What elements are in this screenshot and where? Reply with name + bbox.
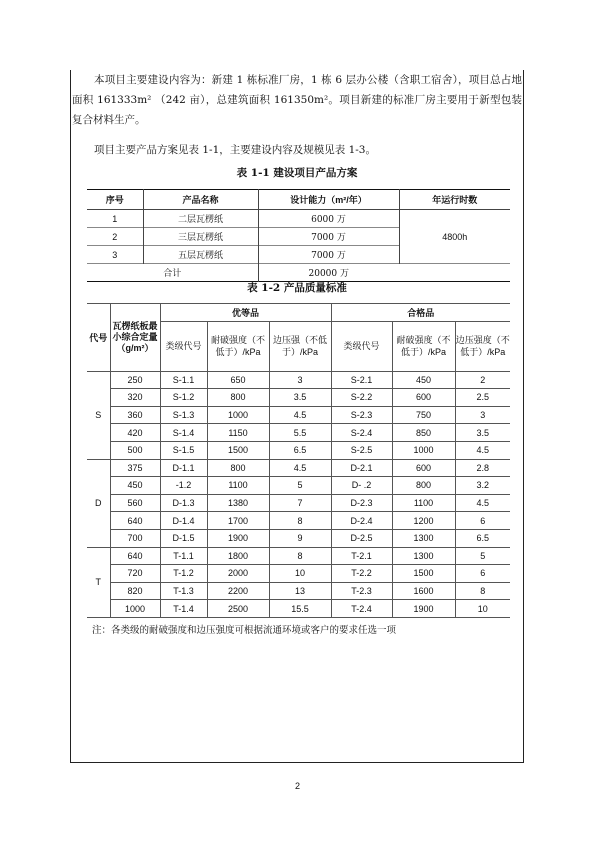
- cell-edge-sup: 3: [269, 371, 331, 389]
- cell-burst-sup: 2000: [207, 565, 269, 583]
- table2-caption: 表 1-2 产品质量标准: [247, 282, 347, 294]
- cell-weight: 250: [110, 371, 160, 389]
- cell-burst-q: 850: [392, 424, 455, 442]
- cell-weight: 360: [110, 406, 160, 424]
- cell-grade-sup: D-1.5: [160, 529, 207, 547]
- header-burst: 耐破强度（不低于）/kPa: [392, 321, 455, 371]
- quality-standard-table: [87, 303, 510, 618]
- cell-capacity: 6000 万: [258, 210, 399, 228]
- header-grade: 类级代号: [331, 321, 392, 371]
- table-total-row: [87, 264, 510, 282]
- cell-edge-q: 4.5: [455, 441, 510, 459]
- cell-edge-q: 8: [455, 582, 510, 600]
- cell-grade-q: S-2.5: [331, 441, 392, 459]
- cell-burst-q: 450: [392, 371, 455, 389]
- cell-burst-sup: 650: [207, 371, 269, 389]
- cell-burst-q: 1000: [392, 441, 455, 459]
- cell-burst-q: 600: [392, 459, 455, 477]
- product-plan-table: [87, 189, 510, 282]
- table-row: [87, 459, 510, 477]
- cell-grade-sup: T-1.1: [160, 547, 207, 565]
- table-row: [87, 529, 510, 547]
- cell-weight: 700: [110, 529, 160, 547]
- cell-edge-q: 10: [455, 600, 510, 618]
- cell-code: T: [87, 547, 110, 617]
- cell-edge-sup: 7: [269, 494, 331, 512]
- header-hours: 年运行时数: [399, 190, 510, 210]
- table-row: [87, 565, 510, 583]
- table-row: [87, 210, 510, 228]
- cell-weight: 420: [110, 424, 160, 442]
- cell-burst-sup: 1380: [207, 494, 269, 512]
- cell-grade-sup: -1.2: [160, 477, 207, 495]
- cell-code: D: [87, 459, 110, 547]
- table-row: [87, 406, 510, 424]
- cell-burst-sup: 1100: [207, 477, 269, 495]
- cell-grade-q: T-2.4: [331, 600, 392, 618]
- table1-caption: 表 1-1 建设项目产品方案: [236, 167, 358, 179]
- header-weight: 瓦楞纸板最小综合定量（g/m²）: [110, 304, 160, 372]
- cell-edge-q: 2.5: [455, 389, 510, 407]
- table-row: [87, 477, 510, 495]
- cell-grade-q: D-2.1: [331, 459, 392, 477]
- header-edge: 边压强（不低于）/kPa: [269, 321, 331, 371]
- cell-burst-q: 1200: [392, 512, 455, 530]
- total-label: 合计: [87, 264, 258, 282]
- cell-capacity: 7000 万: [258, 246, 399, 264]
- cell-grade-sup: D-1.1: [160, 459, 207, 477]
- cell-weight: 450: [110, 477, 160, 495]
- cell-weight: 375: [110, 459, 160, 477]
- header-edge: 边压强度（不低于）/kPa: [455, 321, 510, 371]
- cell-weight: 500: [110, 441, 160, 459]
- table-row: [87, 389, 510, 407]
- cell-grade-sup: T-1.3: [160, 582, 207, 600]
- cell-burst-sup: 1150: [207, 424, 269, 442]
- header-superior: 优等品: [160, 304, 331, 322]
- cell-grade-sup: S-1.4: [160, 424, 207, 442]
- cell-edge-q: 2: [455, 371, 510, 389]
- cell-burst-q: 1500: [392, 565, 455, 583]
- cell-edge-q: 6: [455, 512, 510, 530]
- cell-weight: 820: [110, 582, 160, 600]
- cell-burst-sup: 800: [207, 389, 269, 407]
- cell-capacity: 7000 万: [258, 228, 399, 246]
- cell-grade-q: T-2.1: [331, 547, 392, 565]
- cell-grade-sup: D-1.3: [160, 494, 207, 512]
- cell-weight: 320: [110, 389, 160, 407]
- cell-burst-sup: 1500: [207, 441, 269, 459]
- cell-weight: 640: [110, 512, 160, 530]
- cell-edge-sup: 5: [269, 477, 331, 495]
- cell-grade-q: T-2.2: [331, 565, 392, 583]
- table-row: [87, 512, 510, 530]
- cell-edge-q: 6.5: [455, 529, 510, 547]
- cell-grade-sup: S-1.3: [160, 406, 207, 424]
- header-capacity: 设计能力（m²/年）: [258, 190, 399, 210]
- table-header-row: [87, 304, 510, 322]
- table-row: [87, 371, 510, 389]
- table-row: [87, 600, 510, 618]
- cell-burst-sup: 800: [207, 459, 269, 477]
- cell-grade-sup: T-1.4: [160, 600, 207, 618]
- cell-edge-sup: 4.5: [269, 459, 331, 477]
- cell-edge-sup: 8: [269, 512, 331, 530]
- cell-burst-q: 1300: [392, 547, 455, 565]
- cell-burst-sup: 1700: [207, 512, 269, 530]
- header-qualified: 合格品: [331, 304, 510, 322]
- table-row: [87, 441, 510, 459]
- cell-no: 2: [87, 228, 143, 246]
- cell-burst-sup: 1900: [207, 529, 269, 547]
- cell-code: S: [87, 371, 110, 459]
- cell-edge-q: 5: [455, 547, 510, 565]
- cell-grade-q: D-2.4: [331, 512, 392, 530]
- header-no: 序号: [87, 190, 143, 210]
- cell-no: 3: [87, 246, 143, 264]
- cell-grade-q: T-2.3: [331, 582, 392, 600]
- table-row: [87, 547, 510, 565]
- cell-grade-sup: D-1.4: [160, 512, 207, 530]
- table-note: 注：各类级的耐破强度和边压强度可根据流通环境或客户的要求任选一项: [92, 625, 397, 636]
- header-product: 产品名称: [143, 190, 258, 210]
- cell-grade-sup: S-1.1: [160, 371, 207, 389]
- table-row: [87, 424, 510, 442]
- cell-grade-q: D- .2: [331, 477, 392, 495]
- cell-grade-q: D-2.5: [331, 529, 392, 547]
- cell-edge-sup: 5.5: [269, 424, 331, 442]
- cell-edge-q: 3: [455, 406, 510, 424]
- cell-hours: 4800h: [399, 210, 510, 264]
- cell-edge-sup: 3.5: [269, 389, 331, 407]
- cell-edge-q: 6: [455, 565, 510, 583]
- cell-edge-sup: 8: [269, 547, 331, 565]
- cell-grade-q: S-2.2: [331, 389, 392, 407]
- cell-burst-sup: 2200: [207, 582, 269, 600]
- cell-grade-sup: T-1.2: [160, 565, 207, 583]
- intro-paragraph-1: 本项目主要建设内容为：新建 1 栋标准厂房，1 栋 6 层办公楼（含职工宿舍），项目总占地面积 161333m² （242 亩），总建筑面积 161350m²。项目新建的标准厂房主要用于新型包装复合材料生产。: [72, 74, 522, 126]
- cell-edge-q: 4.5: [455, 494, 510, 512]
- cell-weight: 720: [110, 565, 160, 583]
- cell-grade-sup: S-1.5: [160, 441, 207, 459]
- cell-burst-q: 1100: [392, 494, 455, 512]
- cell-edge-sup: 15.5: [269, 600, 331, 618]
- cell-burst-q: 750: [392, 406, 455, 424]
- cell-no: 1: [87, 210, 143, 228]
- cell-edge-q: 2.8: [455, 459, 510, 477]
- header-burst: 耐破强度（不低于）/kPa: [207, 321, 269, 371]
- cell-grade-q: S-2.3: [331, 406, 392, 424]
- header-grade: 类级代号: [160, 321, 207, 371]
- cell-grade-q: S-2.1: [331, 371, 392, 389]
- cell-weight: 560: [110, 494, 160, 512]
- cell-edge-sup: 6.5: [269, 441, 331, 459]
- cell-burst-sup: 1800: [207, 547, 269, 565]
- cell-product: 五层瓦楞纸: [143, 246, 258, 264]
- cell-edge-sup: 10: [269, 565, 331, 583]
- cell-edge-q: 3.5: [455, 424, 510, 442]
- intro-paragraph-2: 项目主要产品方案见表 1-1，主要建设内容及规模见表 1-3。: [94, 144, 376, 156]
- page-number: 2: [294, 781, 300, 791]
- cell-grade-sup: S-1.2: [160, 389, 207, 407]
- cell-edge-q: 3.2: [455, 477, 510, 495]
- cell-burst-q: 800: [392, 477, 455, 495]
- cell-weight: 1000: [110, 600, 160, 618]
- total-value: 20000 万: [258, 264, 399, 282]
- cell-grade-q: S-2.4: [331, 424, 392, 442]
- table-row: [87, 582, 510, 600]
- cell-burst-q: 600: [392, 389, 455, 407]
- cell-grade-q: D-2.3: [331, 494, 392, 512]
- cell-product: 三层瓦楞纸: [143, 228, 258, 246]
- cell-product: 二层瓦楞纸: [143, 210, 258, 228]
- cell-burst-sup: 2500: [207, 600, 269, 618]
- total-empty: [399, 264, 510, 282]
- header-code: 代号: [87, 304, 110, 372]
- cell-edge-sup: 4.5: [269, 406, 331, 424]
- quality-table-body: [87, 371, 510, 617]
- table-row: [87, 494, 510, 512]
- cell-burst-q: 1600: [392, 582, 455, 600]
- cell-burst-sup: 1000: [207, 406, 269, 424]
- cell-burst-q: 1900: [392, 600, 455, 618]
- cell-burst-q: 1300: [392, 529, 455, 547]
- cell-edge-sup: 13: [269, 582, 331, 600]
- cell-weight: 640: [110, 547, 160, 565]
- table-header-row: [87, 190, 510, 210]
- cell-edge-sup: 9: [269, 529, 331, 547]
